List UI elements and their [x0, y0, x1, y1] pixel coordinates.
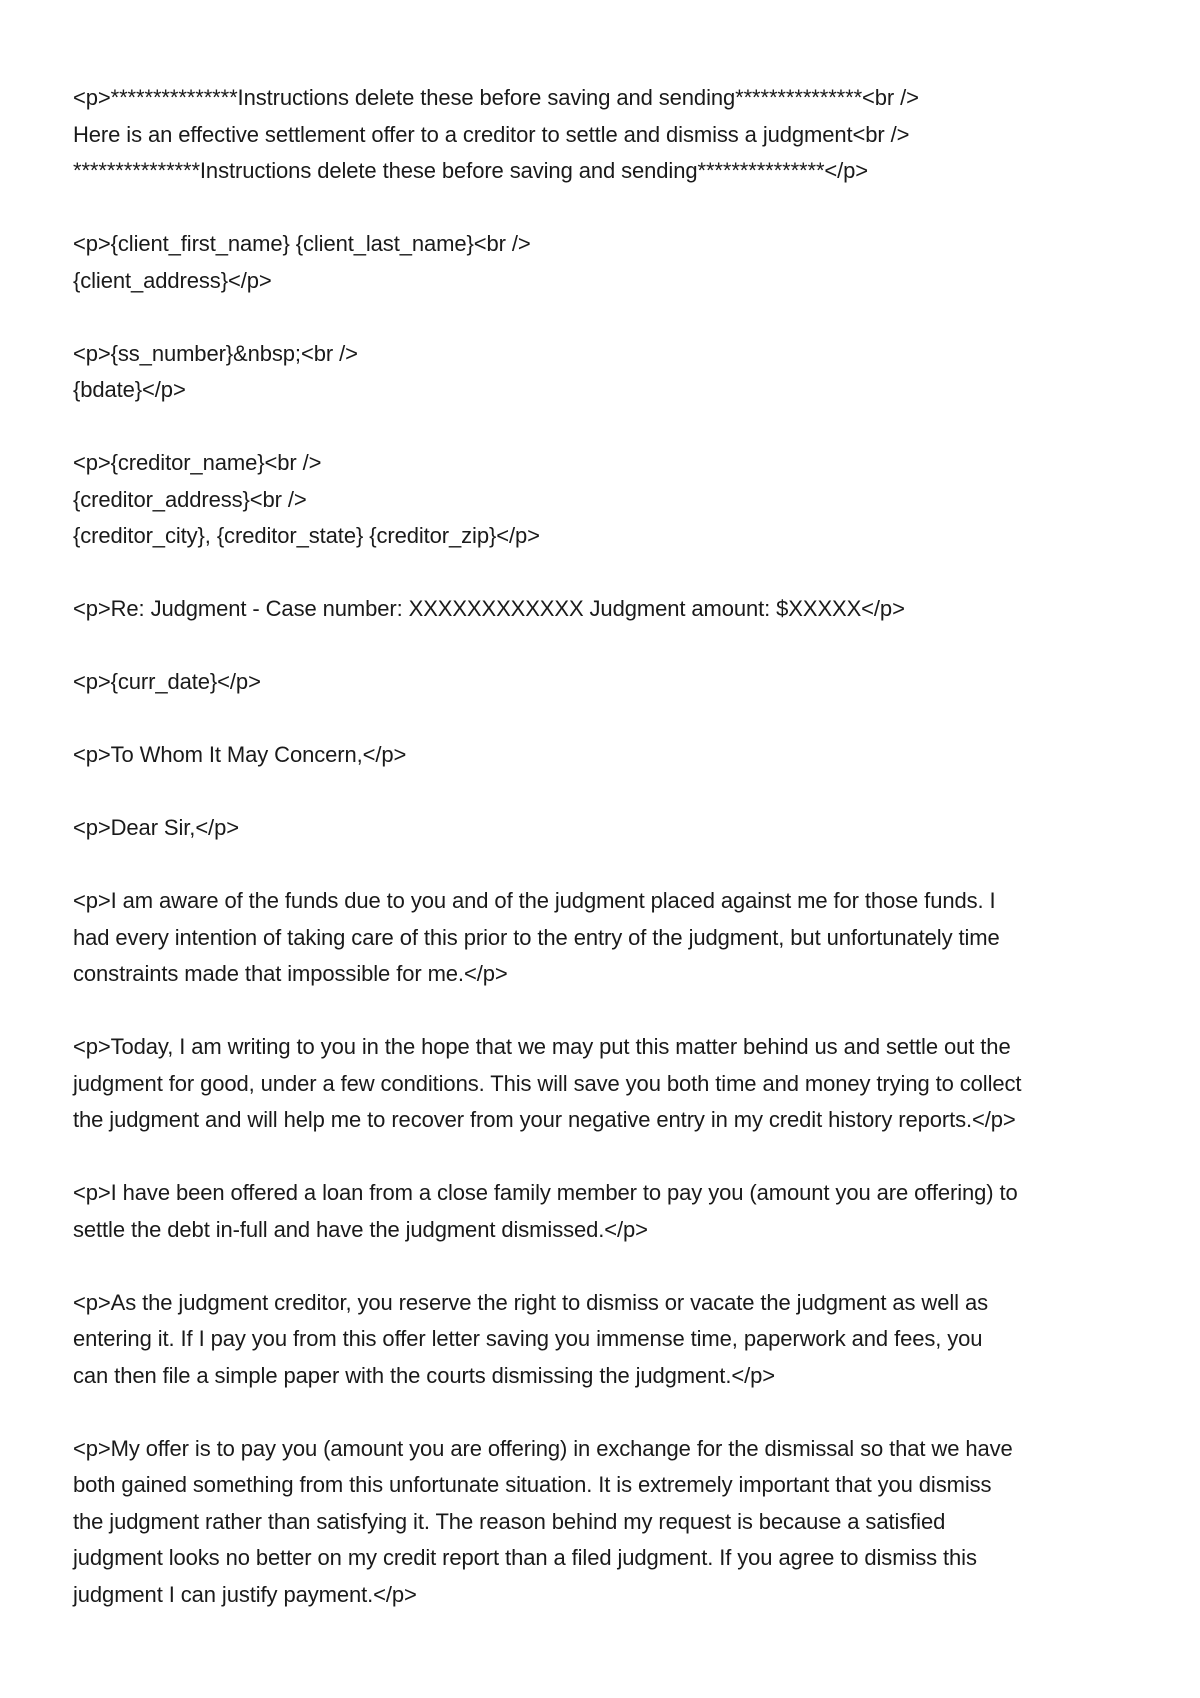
paragraph-line: entering it. If I pay you from this offer letter saving you immense time, paperwork and fees, you [73, 1326, 983, 1351]
paragraph-line: the judgment and will help me to recover from your negative entry in my credit history reports.</p> [73, 1107, 1016, 1132]
paragraph-line: <p>Re: Judgment - Case number: XXXXXXXXXXXX Judgment amount: $XXXXX</p> [73, 596, 905, 621]
letter-paragraph [73, 1029, 1153, 1139]
paragraph-line: {creditor_address}<br /> [73, 486, 307, 512]
paragraph-line: ***************Instructions delete these before saving and sending***************</p> [73, 158, 869, 183]
paragraph-line: <p>{client_first_name} {client_last_name}<br /> [73, 231, 531, 256]
paragraph-line: both gained something from this unfortunate situation. It is extremely important that you dismiss [73, 1472, 992, 1497]
paragraph-line: <p>***************Instructions delete these before saving and sending***************<br /> [73, 85, 919, 110]
paragraph-line: {client_address}</p> [73, 267, 272, 293]
letter-paragraph [73, 80, 1153, 190]
paragraph-line: had every intention of taking care of this prior to the entry of the judgment, but unfortunately time [73, 924, 1000, 950]
paragraph-line: <p>Today, I am writing to you in the hope that we may put this matter behind us and settle out the [73, 1034, 1011, 1059]
paragraph-line: the judgment rather than satisfying it. The reason behind my request is because a satisfied [73, 1508, 946, 1534]
letter-paragraph [73, 664, 1153, 701]
paragraph-line: <p>I have been offered a loan from a close family member to pay you (amount you are offering) to [73, 1180, 1018, 1205]
paragraph-line: constraints made that impossible for me.</p> [73, 961, 508, 986]
paragraph-line: {creditor_city}, {creditor_state} {creditor_zip}</p> [73, 523, 540, 548]
paragraph-line: <p>Dear Sir,</p> [73, 815, 239, 840]
paragraph-line: judgment I can justify payment.</p> [73, 1581, 417, 1607]
letter-paragraph [73, 883, 1153, 993]
letter-paragraph [73, 336, 1153, 409]
letter-body [73, 80, 1153, 1650]
paragraph-line: settle the debt in-full and have the judgment dismissed.</p> [73, 1216, 648, 1242]
paragraph-line: <p>To Whom It May Concern,</p> [73, 742, 407, 767]
letter-paragraph [73, 1175, 1153, 1248]
letter-paragraph [73, 1285, 1153, 1395]
paragraph-line: <p>As the judgment creditor, you reserve the right to dismiss or vacate the judgment as well as [73, 1289, 988, 1315]
letter-paragraph [73, 226, 1153, 299]
paragraph-line: judgment looks no better on my credit report than a filed judgment. If you agree to dismiss this [73, 1545, 977, 1570]
letter-paragraph [73, 810, 1153, 847]
paragraph-line: <p>My offer is to pay you (amount you are offering) in exchange for the dismissal so that we have [73, 1435, 1013, 1461]
letter-paragraph [73, 591, 1153, 628]
letter-paragraph [73, 445, 1153, 555]
paragraph-line: can then file a simple paper with the courts dismissing the judgment.</p> [73, 1362, 775, 1388]
paragraph-line: <p>{ss_number}&nbsp;<br /> [73, 340, 358, 366]
paragraph-line: <p>{creditor_name}<br /> [73, 450, 322, 475]
paragraph-line: Here is an effective settlement offer to a creditor to settle and dismiss a judgment<br /> [73, 121, 910, 147]
paragraph-line: <p>I am aware of the funds due to you and of the judgment placed against me for those funds. I [73, 888, 996, 913]
paragraph-line: {bdate}</p> [73, 377, 186, 402]
letter-paragraph [73, 737, 1153, 774]
paragraph-line: judgment for good, under a few conditions. This will save you both time and money trying to collect [73, 1070, 1022, 1096]
paragraph-line: <p>{curr_date}</p> [73, 669, 261, 694]
letter-paragraph [73, 1431, 1153, 1614]
